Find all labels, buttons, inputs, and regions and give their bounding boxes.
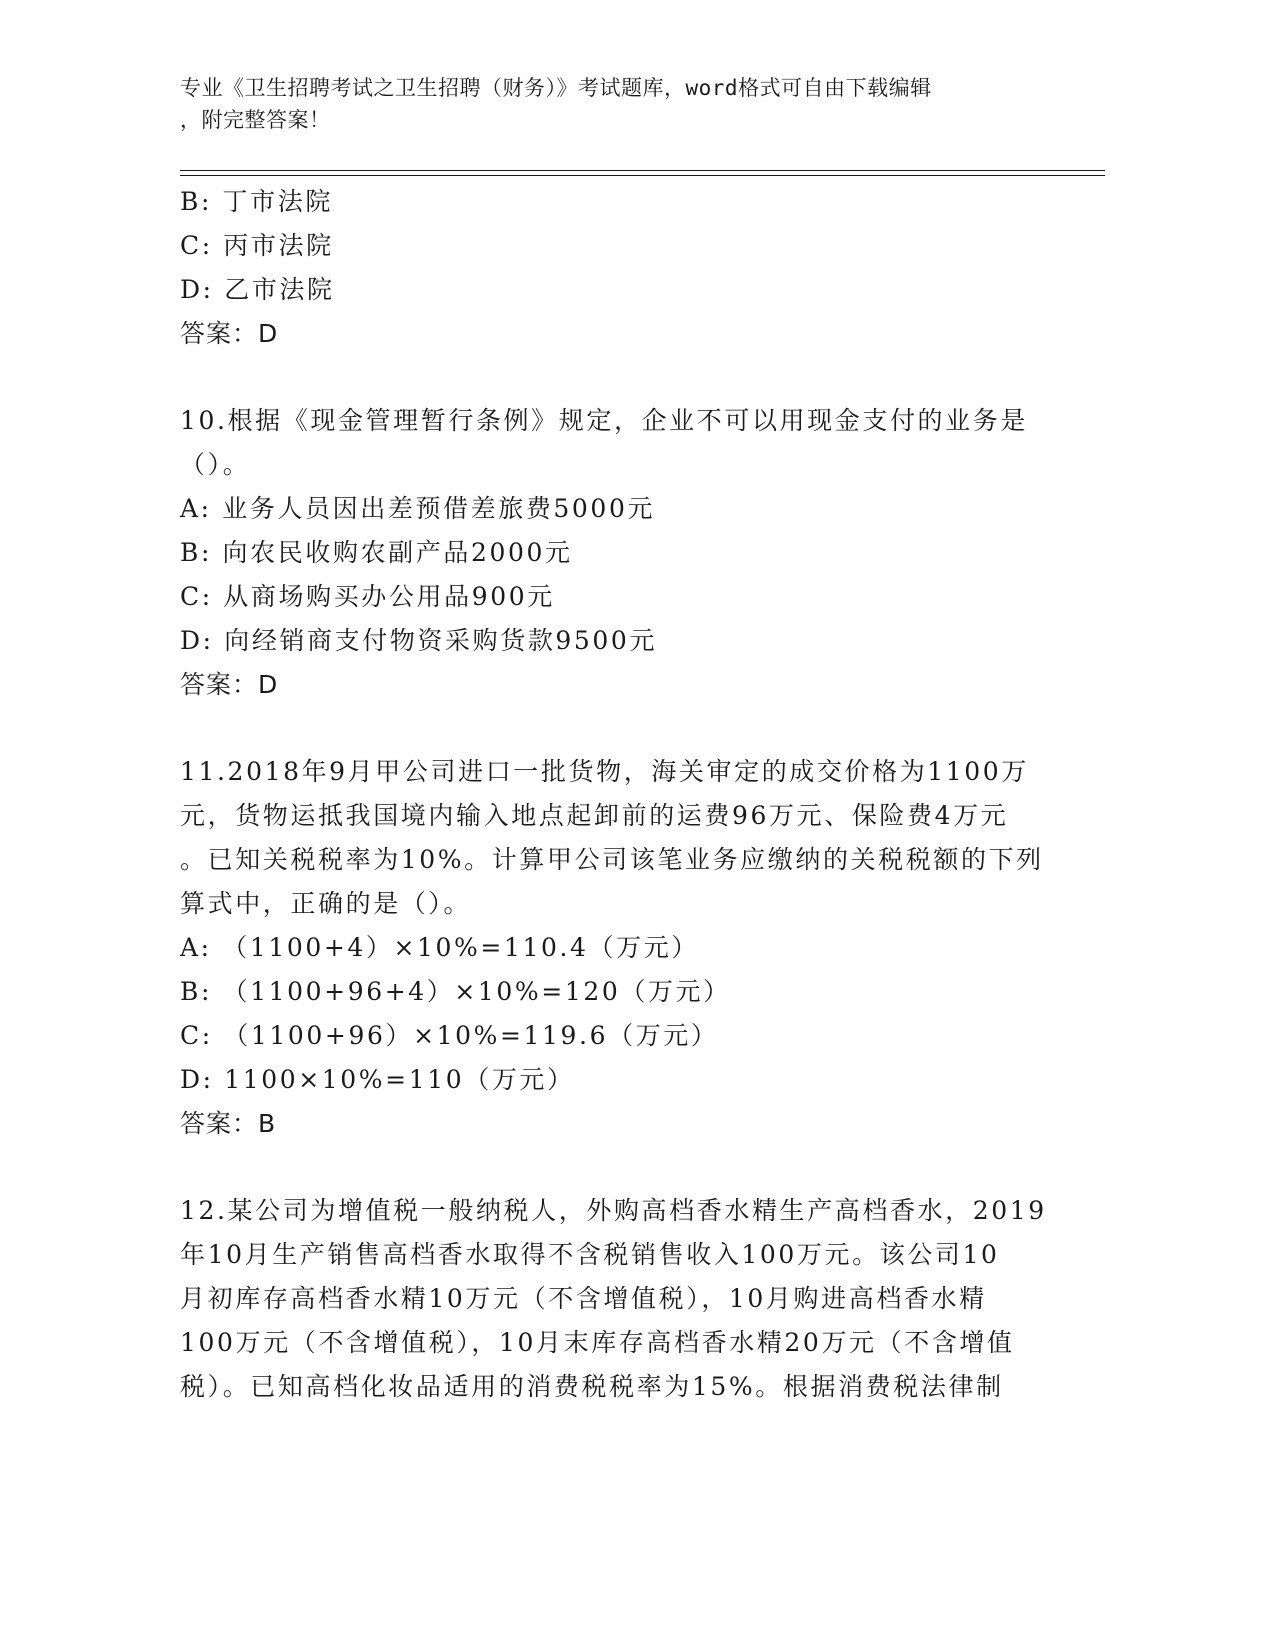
question-9-continued [180,180,1080,356]
question-text-line: 12.某公司为增值税一般纳税人，外购高档香水精生产高档香水，2019 [180,1196,1047,1225]
option-a: A: （1100+4）×10%=110.4（万元） [180,933,699,962]
option-d: D: 1100×10%=110（万元） [180,1065,575,1094]
option-c: C: （1100+96）×10%=119.6（万元） [180,1021,719,1050]
document-body [180,180,1080,1409]
option-b: B: 丁市法院 [180,187,333,216]
question-text-line: 算式中，正确的是（）。 [180,889,472,918]
spacer [180,707,1080,750]
document-header [180,72,1060,136]
question-text-line: 月初库存高档香水精10万元（不含增值税），10月购进高档香水精 [180,1284,987,1313]
option-d: D: 乙市法院 [180,275,335,304]
question-11 [180,750,1080,1146]
header-line-1: 专业《卫生招聘考试之卫生招聘（财务）》考试题库，word格式可自由下载编辑 [180,76,932,100]
answer-label: 答案：B [180,1109,277,1138]
option-b: B: （1100+96+4）×10%=120（万元） [180,977,731,1006]
option-d: D: 向经销商支付物资采购货款9500元 [180,626,658,655]
header-divider-top [180,170,1105,171]
question-10 [180,399,1080,707]
question-text-line: 元，货物运抵我国境内输入地点起卸前的运费96万元、保险费4万元 [180,801,1009,830]
option-c: C: 从商场购买办公用品900元 [180,582,555,611]
option-c: C: 丙市法院 [180,231,334,260]
header-divider-bottom [180,175,1105,176]
question-text-line: （）。 [180,450,251,479]
option-a: A: 业务人员因出差预借差旅费5000元 [180,494,656,523]
question-text-line: 年10月生产销售高档香水取得不含税销售收入100万元。该公司10 [180,1240,1000,1269]
question-text-line: 税）。已知高档化妆品适用的消费税税率为15%。根据消费税法律制 [180,1372,1004,1401]
question-text-line: 100万元（不含增值税），10月末库存高档香水精20万元（不含增值 [180,1328,1015,1357]
spacer [180,1146,1080,1189]
header-line-2: ，附完整答案！ [180,108,331,132]
option-b: B: 向农民收购农副产品2000元 [180,538,573,567]
answer-label: 答案：D [180,319,279,348]
question-text-line: 11.2018年9月甲公司进口一批货物，海关审定的成交价格为1100万 [180,757,1029,786]
spacer [180,356,1080,399]
answer-label: 答案：D [180,670,279,699]
question-text-line: 。已知关税税率为10%。计算甲公司该笔业务应缴纳的关税税额的下列 [180,845,1044,874]
question-12 [180,1189,1080,1409]
question-text-line: 10.根据《现金管理暂行条例》规定，企业不可以用现金支付的业务是 [180,406,1028,435]
